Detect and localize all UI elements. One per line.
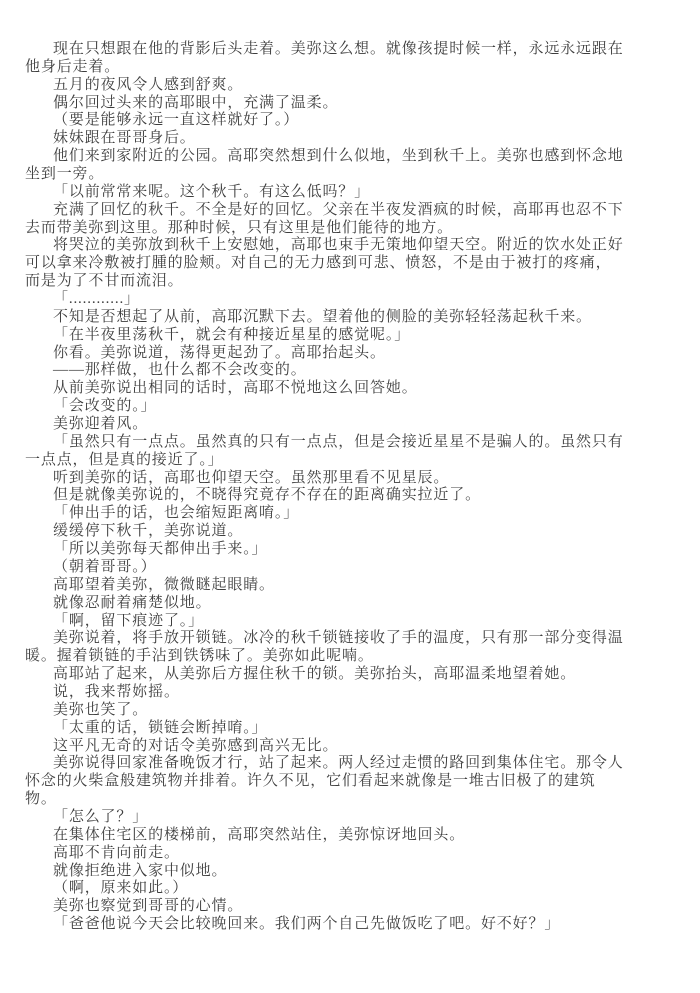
text-line: 说，我来帮妳摇。	[53, 683, 180, 700]
text-line: 「所以美弥每天都伸出手来。」	[53, 541, 268, 558]
text-line: ——那样做，也什么都不会改变的。	[53, 362, 307, 379]
text-line: 就像拒绝进入家中似地。	[53, 862, 228, 879]
text-line: 他们来到家附近的公园。高耶突然想到什么似地，坐到秋千上。美弥也感到怀念地	[53, 148, 624, 165]
text-line: 这平凡无奇的对话令美弥感到高兴无比。	[53, 737, 339, 754]
text-line: 美弥迎着风。	[53, 416, 149, 433]
text-line: 听到美弥的话，高耶也仰望天空。虽然那里看不见星辰。	[53, 469, 450, 486]
text-line: 一点点，但是真的接近了。」	[25, 451, 224, 468]
text-line: 怀念的火柴盒般建筑物并排着。许久不见，它们看起来就像是一堆古旧极了的建筑	[25, 773, 596, 790]
text-line: 不知是否想起了从前，高耶沉默下去。望着他的侧脸的美弥轻轻荡起秋千来。	[53, 308, 592, 325]
text-line: 现在只想跟在他的背影后头走着。美弥这么想。就像孩提时候一样，永远永远跟在	[53, 41, 624, 57]
text-line: 美弥说得回家准备晚饭才行，站了起来。两人经过走惯的路回到集体住宅。那令人	[53, 755, 624, 772]
text-line: 偶尔回过头来的高耶眼中，充满了温柔。	[53, 94, 339, 111]
text-line: （要是能够永远一直这样就好了。）	[53, 112, 300, 129]
text-line: 「会改变的。」	[53, 398, 157, 415]
text-line: 但是就像美弥说的，不晓得究竟存不存在的距离确实拉近了。	[53, 487, 481, 504]
text-line: 「爸爸他说今天会比较晚回来。我们两个自己先做饭吃了吧。好不好？」	[53, 916, 561, 933]
text-line: 将哭泣的美弥放到秋千上安慰她，高耶也束手无策地仰望天空。附近的饮水处正好	[53, 237, 624, 254]
text-line: 你看。美弥说道，荡得更起劲了。高耶抬起头。	[53, 344, 386, 361]
text-line: 「虽然只有一点点。虽然真的只有一点点，但是会接近星星不是骗人的。虽然只有	[53, 433, 624, 450]
text-line: （朝着哥哥。）	[53, 558, 157, 575]
text-line: 美弥也察觉到哥哥的心情。	[53, 898, 244, 915]
text-line: 「以前常常来呢。这个秋千。有这么低吗？」	[53, 183, 371, 200]
text-line: 「伸出手的话，也会缩短距离唷。」	[53, 505, 300, 522]
text-line: 就像忍耐着痛楚似地。	[53, 594, 212, 611]
text-line: 充满了回忆的秋千。不全是好的回忆。父亲在半夜发酒疯的时候，高耶再也忍不下	[53, 201, 624, 218]
text-line: 美弥说着，将手放开锁链。冰冷的秋千锁链接收了手的温度，只有那一部分变得温	[53, 630, 624, 647]
text-line: 「怎么了？」	[53, 808, 149, 825]
text-line: 高耶望着美弥，微微瞇起眼睛。	[53, 576, 275, 593]
text-line: 美弥也笑了。	[53, 701, 149, 718]
text-line: 妹妹跟在哥哥身后。	[53, 130, 196, 147]
text-line: 可以拿来冷敷被打腫的脸颊。对自己的无力感到可悲、愤怒，不是由于被打的疼痛，	[25, 255, 612, 272]
text-line: 他身后走着。	[25, 58, 121, 75]
text-line: 物。	[25, 791, 57, 808]
text-line: 「在半夜里荡秋千，就会有种接近星星的感觉呢。」	[53, 326, 411, 343]
text-line: （啊，原来如此。）	[53, 880, 189, 897]
text-line: 五月的夜风令人感到舒爽。	[53, 76, 244, 93]
text-block	[25, 41, 675, 934]
text-line: 缓缓停下秋千，美弥说道。	[53, 523, 244, 540]
text-line: 暖。握着锁链的手沾到铁锈味了。美弥如此呢喃。	[25, 648, 374, 665]
text-line: 而是为了不甘而流泪。	[25, 273, 184, 290]
text-line: 「............」	[53, 291, 140, 308]
text-line: 在集体住宅区的楼梯前，高耶突然站住，美弥惊讶地回头。	[53, 826, 466, 843]
text-line: 去而带美弥到这里。那种时候，只有这里是他们能待的地方。	[25, 219, 453, 236]
text-line: 「啊，留下痕迹了。」	[53, 612, 205, 629]
text-line: 坐到一旁。	[25, 166, 105, 183]
text-line: 高耶站了起来，从美弥后方握住秋千的锁。美弥抬头，高耶温柔地望着她。	[53, 666, 577, 683]
text-line: 从前美弥说出相同的话时，高耶不悦地这么回答她。	[53, 380, 418, 397]
text-line: 高耶不肯向前走。	[53, 844, 180, 861]
text-line: 「太重的话，锁链会断掉唷。」	[53, 719, 268, 736]
